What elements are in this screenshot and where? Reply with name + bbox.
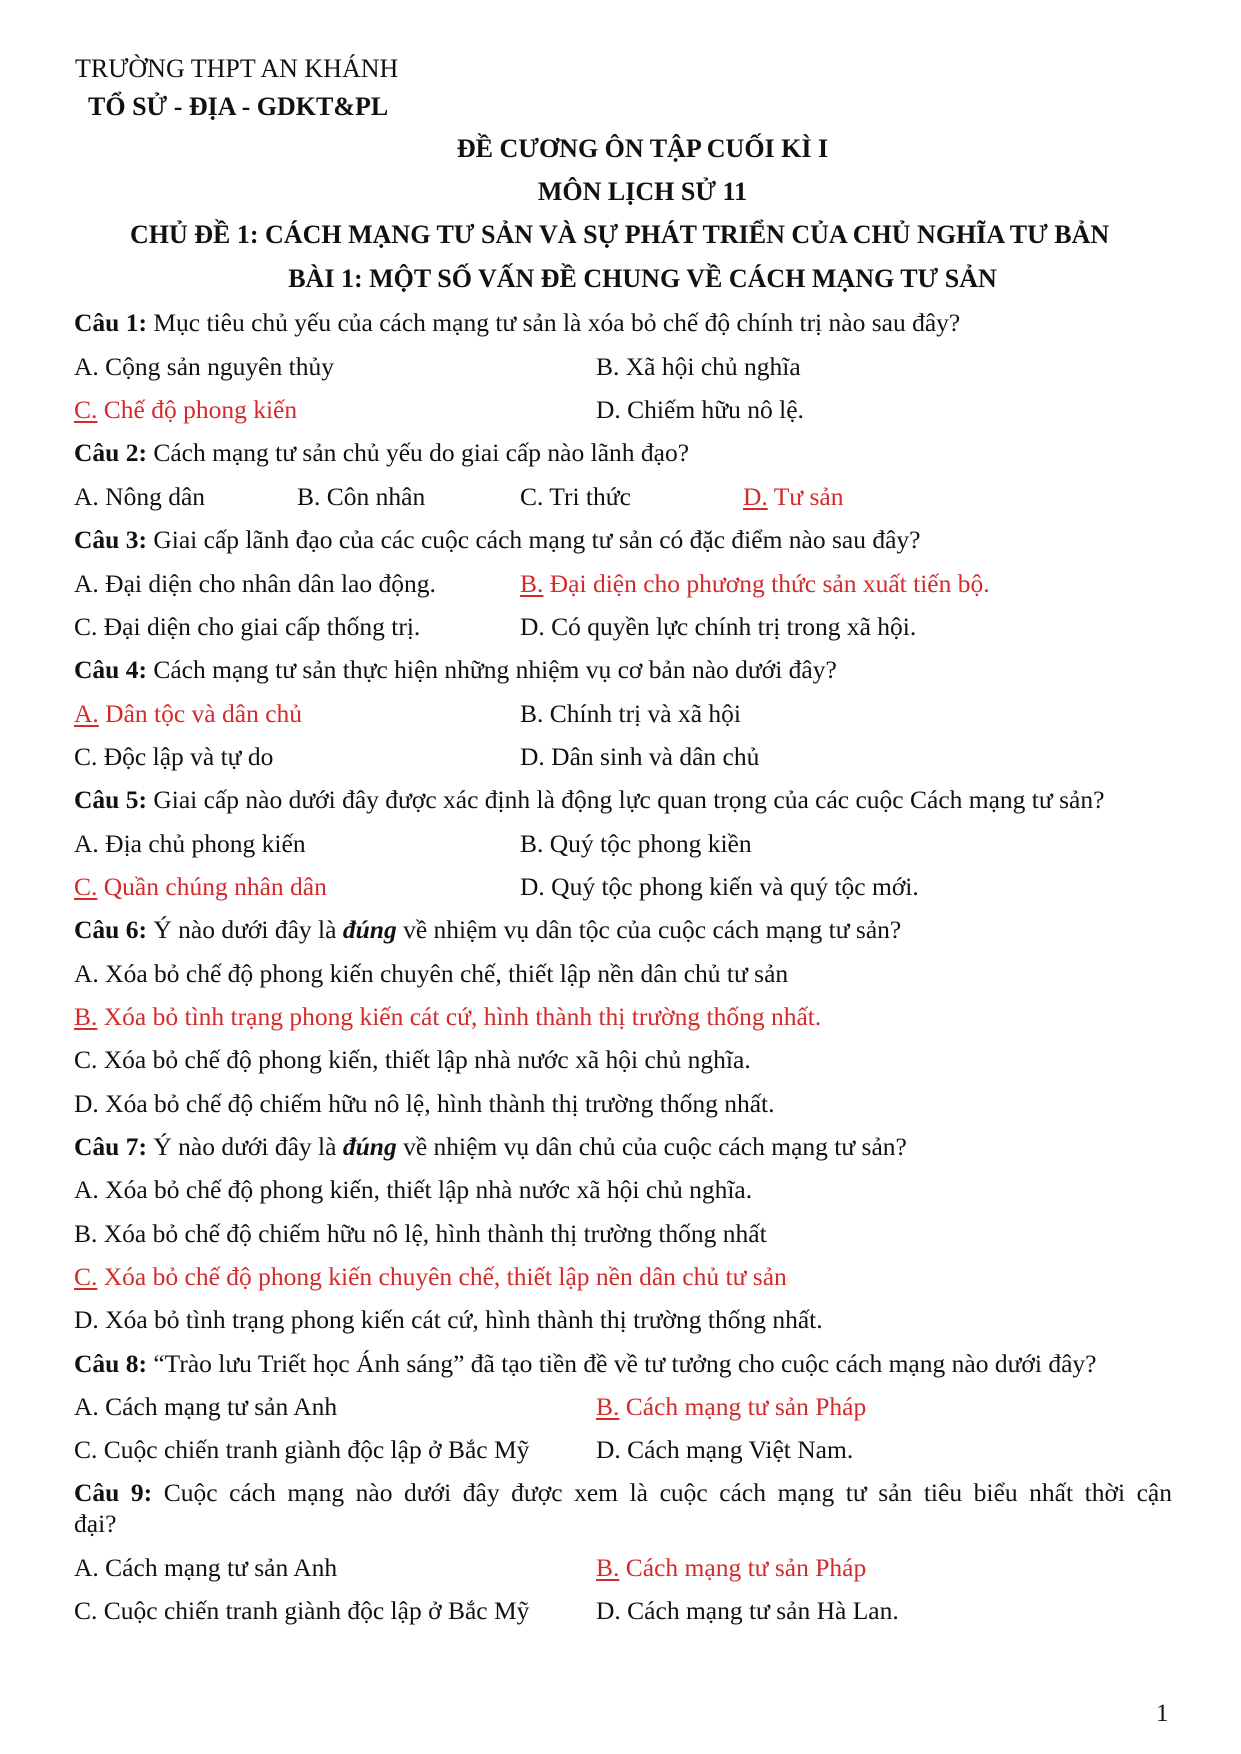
question-5 <box>74 784 1104 816</box>
q3-option-a: A. Đại diện cho nhân dân lao động. <box>74 569 436 598</box>
q8-option-b-correct: B. Cách mạng tư sản Pháp <box>596 1392 867 1421</box>
question-7: Câu 7: Ý nào dưới đây là đúng về nhiệm vụ dân chủ của cuộc cách mạng tư sản? <box>74 1132 907 1161</box>
school-name: TRƯỜNG THPT AN KHÁNH <box>75 54 399 83</box>
q6-option-b-correct: B. Xóa bỏ tình trạng phong kiến cát cứ, hình thành thị trường thống nhất. <box>74 1002 822 1031</box>
q9-option-a: A. Cách mạng tư sản Anh <box>74 1553 338 1582</box>
question-text: “Trào lưu Triết học Ánh sáng” đã tạo tiền đề về tư tưởng cho cuộc cách mạng nào dưới đây? <box>146 1349 1097 1378</box>
q1-option-d: D. Chiếm hữu nô lệ. <box>596 395 804 424</box>
q7-option-b: B. Xóa bỏ chế độ chiếm hữu nô lệ, hình thành thị trường thống nhất <box>74 1219 767 1248</box>
question-4 <box>74 654 837 686</box>
q9-option-b-correct: B. Cách mạng tư sản Pháp <box>596 1553 867 1582</box>
q3-option-c: C. Đại diện cho giai cấp thống trị. <box>74 612 421 641</box>
q2-option-d-correct: D. Tư sản <box>743 482 844 511</box>
question-text: Cách mạng tư sản thực hiện những nhiệm vụ cơ bản nào dưới đây? <box>146 655 837 684</box>
question-label: Câu 4: <box>74 655 147 684</box>
emphasis-word: đúng <box>342 1132 397 1161</box>
q5-option-c-correct: C. Quần chúng nhân dân <box>74 872 327 901</box>
question-text: Mục tiêu chủ yếu của cách mạng tư sản là xóa bỏ chế độ chính trị nào sau đây? <box>146 308 961 337</box>
q9-option-d: D. Cách mạng tư sản Hà Lan. <box>596 1596 899 1625</box>
q7-option-d: D. Xóa bỏ tình trạng phong kiến cát cứ, hình thành thị trường thống nhất. <box>74 1305 823 1334</box>
q3-option-b-correct: B. Đại diện cho phương thức sản xuất tiến bộ. <box>520 569 990 598</box>
page-number: 1 <box>1156 1700 1169 1727</box>
q1-option-a: A. Cộng sản nguyên thủy <box>74 352 334 381</box>
question-text: Giai cấp nào dưới đây được xác định là động lực quan trọng của các cuộc Cách mạng tư sản? <box>146 785 1105 814</box>
question-label: Câu 5: <box>74 785 147 814</box>
question-label: Câu 6: <box>74 915 147 944</box>
q5-option-a: A. Địa chủ phong kiến <box>74 829 306 858</box>
question-label: Câu 8: <box>74 1349 147 1378</box>
q4-option-d: D. Dân sinh và dân chủ <box>520 742 760 771</box>
q8-option-d: D. Cách mạng Việt Nam. <box>596 1435 854 1464</box>
question-6: Câu 6: Ý nào dưới đây là đúng về nhiệm vụ dân tộc của cuộc cách mạng tư sản? <box>74 915 902 944</box>
question-label: Câu 7: <box>74 1132 147 1161</box>
q8-option-c: C. Cuộc chiến tranh giành độc lập ở Bắc Mỹ <box>74 1435 530 1464</box>
question-3 <box>74 524 920 556</box>
q4-option-c: C. Độc lập và tự do <box>74 742 274 771</box>
question-9-continuation: đại? <box>74 1509 117 1538</box>
question-text: Giai cấp lãnh đạo của các cuộc cách mạng tư sản có đặc điểm nào sau đây? <box>146 525 921 554</box>
question-text: Cuộc cách mạng nào dưới đây được xem là cuộc cách mạng tư sản tiêu biểu nhất thời cận <box>152 1478 1172 1507</box>
question-label: Câu 3: <box>74 525 147 554</box>
question-2 <box>74 437 689 469</box>
emphasis-word: đúng <box>342 915 397 944</box>
q4-option-b: B. Chính trị và xã hội <box>520 699 741 728</box>
question-1 <box>74 307 960 339</box>
question-text: Cách mạng tư sản chủ yếu do giai cấp nào lãnh đạo? <box>146 438 690 467</box>
subject-title: MÔN LỊCH SỬ 11 <box>537 177 748 206</box>
q1-option-c-correct: C. Chế độ phong kiến <box>74 395 298 424</box>
question-label: Câu 2: <box>74 438 147 467</box>
q3-option-d: D. Có quyền lực chính trị trong xã hội. <box>520 612 917 641</box>
q5-option-b: B. Quý tộc phong kiền <box>520 829 752 858</box>
question-label: Câu 1: <box>74 308 147 337</box>
question-8 <box>74 1348 1096 1380</box>
q7-option-a: A. Xóa bỏ chế độ phong kiến, thiết lập nhà nước xã hội chủ nghĩa. <box>74 1175 753 1204</box>
q6-option-d: D. Xóa bỏ chế độ chiếm hữu nô lệ, hình thành thị trường thống nhất. <box>74 1089 775 1118</box>
document-title: ĐỀ CƯƠNG ÔN TẬP CUỐI KÌ I <box>456 134 829 163</box>
q8-option-a: A. Cách mạng tư sản Anh <box>74 1392 338 1421</box>
question-9 <box>74 1477 1172 1509</box>
question-label: Câu 9: <box>74 1478 153 1507</box>
q4-option-a-correct: A. Dân tộc và dân chủ <box>74 699 303 728</box>
q6-option-a: A. Xóa bỏ chế độ phong kiến chuyên chế, thiết lập nền dân chủ tư sản <box>74 959 789 988</box>
lesson-title: BÀI 1: MỘT SỐ VẤN ĐỀ CHUNG VỀ CÁCH MẠNG TƯ SẢN <box>288 264 997 293</box>
topic-title: CHỦ ĐỀ 1: CÁCH MẠNG TƯ SẢN VÀ SỰ PHÁT TRIỂN CỦA CHỦ NGHĨA TƯ BẢN <box>130 220 1110 249</box>
department-name: TỔ SỬ - ĐỊA - GDKT&PL <box>88 92 389 121</box>
q2-option-b: B. Côn nhân <box>297 482 426 511</box>
q5-option-d: D. Quý tộc phong kiến và quý tộc mới. <box>520 872 919 901</box>
q1-option-b: B. Xã hội chủ nghĩa <box>596 352 801 381</box>
q2-option-a: A. Nông dân <box>74 482 206 511</box>
q6-option-c: C. Xóa bỏ chế độ phong kiến, thiết lập nhà nước xã hội chủ nghĩa. <box>74 1045 751 1074</box>
q7-option-c-correct: C. Xóa bỏ chế độ phong kiến chuyên chế, thiết lập nền dân chủ tư sản <box>74 1262 787 1291</box>
q9-option-c: C. Cuộc chiến tranh giành độc lập ở Bắc Mỹ <box>74 1596 530 1625</box>
q2-option-c: C. Tri thức <box>520 482 631 511</box>
